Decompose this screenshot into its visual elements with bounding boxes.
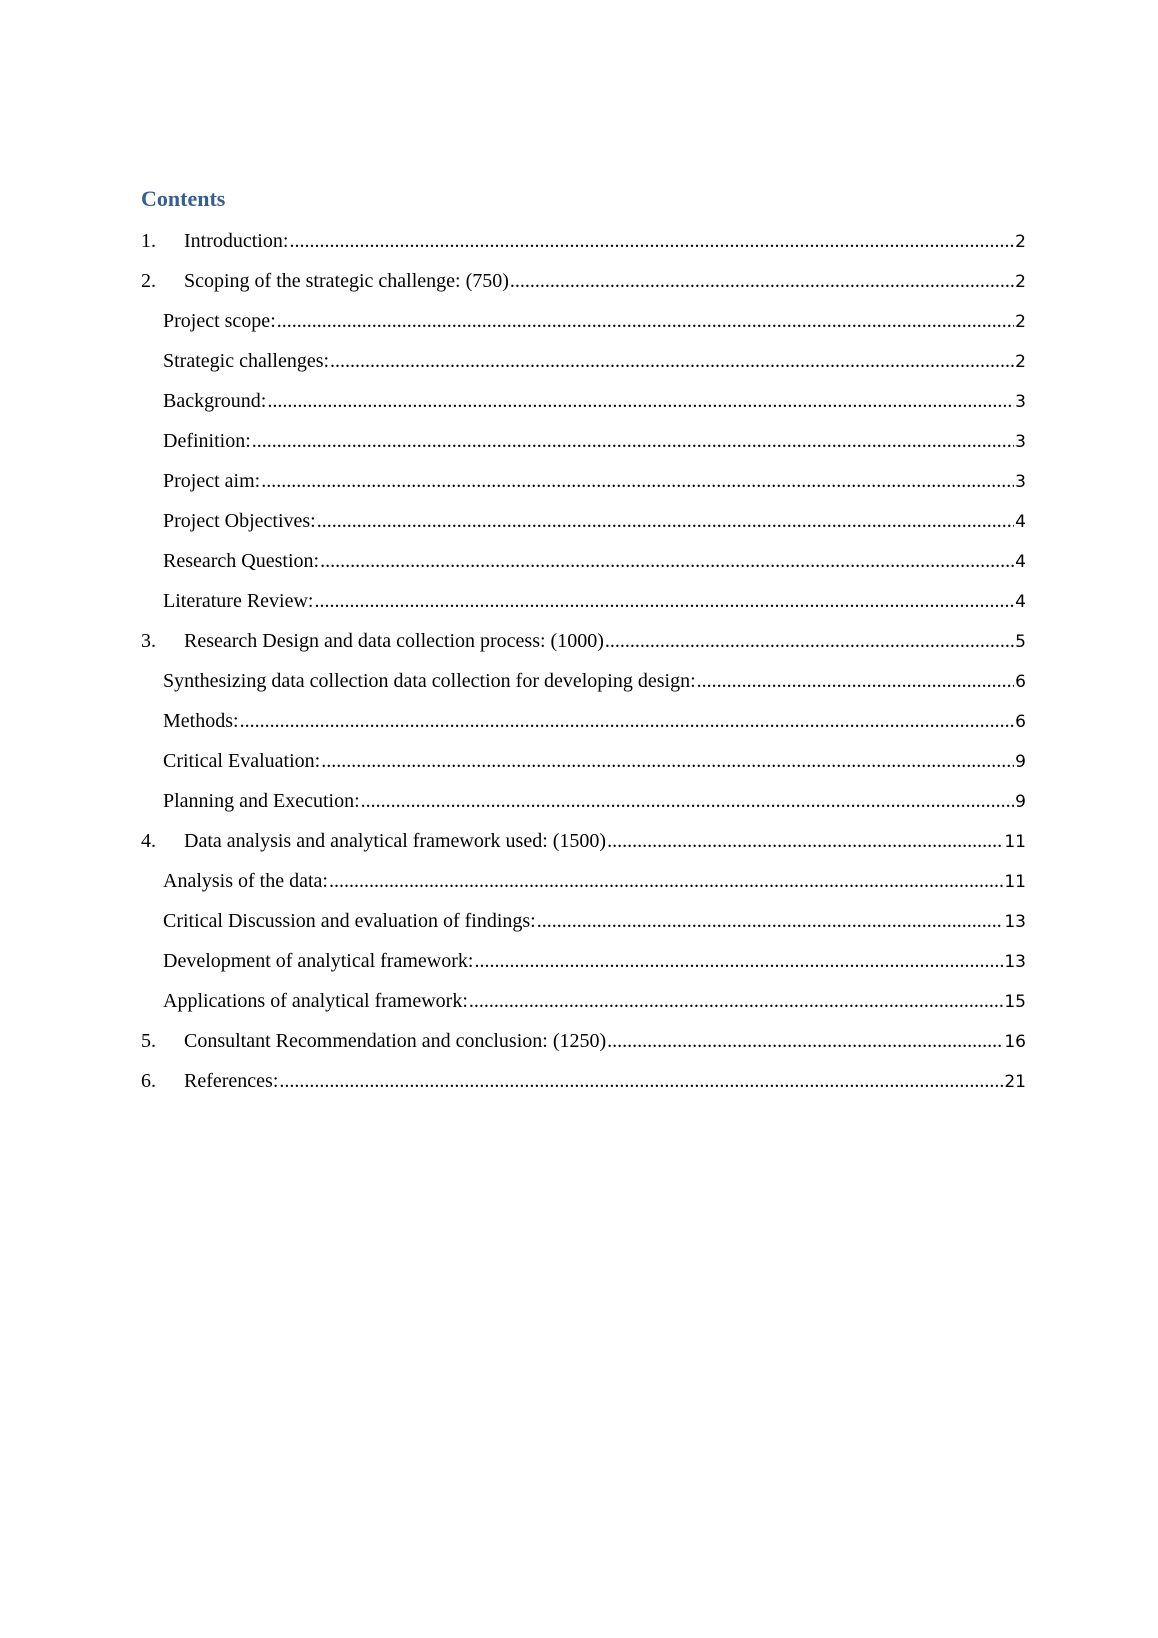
toc-entry-title: Research Design and data collection process: (1000): [184, 630, 604, 652]
toc-entry-page-number: 13: [1004, 952, 1026, 972]
toc-entry-title: Planning and Execution:: [163, 790, 360, 812]
toc-entry-number: 6.: [141, 1070, 156, 1092]
toc-entry-title: Development of analytical framework:: [163, 950, 474, 972]
toc-entry-title: Project Objectives:: [163, 510, 316, 532]
toc-entry-title: Synthesizing data collection data collection for developing design:: [163, 670, 696, 692]
toc-dot-leader: [267, 387, 1014, 415]
toc-dot-leader: [289, 227, 1014, 255]
toc-entry[interactable]: [141, 907, 1026, 947]
toc-entry-page-number: 9: [1015, 792, 1026, 812]
toc-entry[interactable]: [141, 307, 1026, 347]
toc-entry-page-number: 16: [1004, 1032, 1026, 1052]
toc-entry-number: 4.: [141, 830, 156, 852]
toc-dot-leader: [697, 667, 1015, 695]
toc-entry-page-number: 15: [1004, 992, 1026, 1012]
toc-entry[interactable]: [141, 1027, 1026, 1067]
toc-entry-page-number: 4: [1015, 592, 1026, 612]
toc-entry[interactable]: [141, 867, 1026, 907]
toc-entry-title: Research Question:: [163, 550, 320, 572]
toc-entry[interactable]: [141, 627, 1026, 667]
toc-dot-leader: [252, 427, 1014, 455]
toc-entry-title: Methods:: [163, 710, 239, 732]
toc-entry[interactable]: [141, 707, 1026, 747]
toc-entry[interactable]: [141, 667, 1026, 707]
toc-dot-leader: [361, 787, 1015, 815]
toc-dot-leader: [329, 867, 1003, 895]
toc-entry-page-number: 6: [1015, 712, 1026, 732]
toc-entry-title: Scoping of the strategic challenge: (750): [184, 270, 509, 292]
toc-entry-page-number: 3: [1015, 392, 1026, 412]
toc-entry[interactable]: [141, 587, 1026, 627]
toc-entry-title: Strategic challenges:: [163, 350, 330, 372]
toc-entry[interactable]: [141, 427, 1026, 467]
toc-entry-number: 3.: [141, 630, 156, 652]
toc-entry[interactable]: [141, 387, 1026, 427]
toc-dot-leader: [330, 347, 1014, 375]
toc-entry-title: Consultant Recommendation and conclusion: (1250): [184, 1030, 607, 1052]
toc-entry-title: Applications of analytical framework:: [163, 990, 468, 1012]
toc-entry-page-number: 2: [1015, 352, 1026, 372]
toc-entry[interactable]: [141, 267, 1026, 307]
toc-entry[interactable]: [141, 347, 1026, 387]
toc-entry[interactable]: [141, 947, 1026, 987]
toc-entry[interactable]: [141, 827, 1026, 867]
toc-dot-leader: [607, 827, 1003, 855]
toc-entry-number: 2.: [141, 270, 156, 292]
toc-entry[interactable]: [141, 467, 1026, 507]
toc-dot-leader: [510, 267, 1014, 295]
toc-entry-title: Project scope:: [163, 310, 276, 332]
toc-entry-page-number: 2: [1015, 272, 1026, 292]
toc-entry-page-number: 11: [1004, 832, 1026, 852]
toc-entry-title: References:: [184, 1070, 279, 1092]
toc-entry[interactable]: [141, 547, 1026, 587]
toc-entry-title: Critical Evaluation:: [163, 750, 321, 772]
toc-entry-number: 1.: [141, 230, 156, 252]
toc-entry-page-number: 21: [1004, 1072, 1026, 1092]
toc-entry-title: Analysis of the data:: [163, 870, 328, 892]
toc-entry-page-number: 6: [1015, 672, 1026, 692]
toc-entry-title: Critical Discussion and evaluation of findings:: [163, 910, 536, 932]
toc-dot-leader: [320, 547, 1014, 575]
toc-entry-title: Data analysis and analytical framework used: (1500): [184, 830, 607, 852]
toc-entry[interactable]: [141, 227, 1026, 267]
toc-entry-page-number: 3: [1015, 432, 1026, 452]
toc-entry[interactable]: [141, 987, 1026, 1027]
toc-dot-leader: [607, 1027, 1003, 1055]
toc-entry-page-number: 9: [1015, 752, 1026, 772]
toc-entry[interactable]: [141, 747, 1026, 787]
toc-entry[interactable]: [141, 507, 1026, 547]
toc-dot-leader: [474, 947, 1003, 975]
toc-dot-leader: [261, 467, 1014, 495]
toc-entry-page-number: 4: [1015, 512, 1026, 532]
toc-entry-page-number: 2: [1015, 312, 1026, 332]
toc-entry-number: 5.: [141, 1030, 156, 1052]
toc-entry-page-number: 2: [1015, 232, 1026, 252]
toc-dot-leader: [537, 907, 1004, 935]
table-of-contents: [141, 227, 1026, 1107]
toc-dot-leader: [240, 707, 1015, 735]
toc-entry[interactable]: [141, 1067, 1026, 1107]
toc-heading: Contents: [141, 186, 226, 211]
toc-dot-leader: [317, 507, 1014, 535]
toc-entry-title: Definition:: [163, 430, 251, 452]
toc-dot-leader: [469, 987, 1003, 1015]
toc-entry-title: Literature Review:: [163, 590, 314, 612]
toc-entry-title: Introduction:: [184, 230, 289, 252]
toc-entry-page-number: 4: [1015, 552, 1026, 572]
toc-entry-page-number: 11: [1004, 872, 1026, 892]
toc-dot-leader: [279, 1067, 1003, 1095]
toc-entry-page-number: 3: [1015, 472, 1026, 492]
toc-dot-leader: [277, 307, 1014, 335]
toc-dot-leader: [605, 627, 1014, 655]
toc-entry-page-number: 13: [1004, 912, 1026, 932]
toc-entry-page-number: 5: [1015, 632, 1026, 652]
toc-dot-leader: [315, 587, 1015, 615]
toc-dot-leader: [321, 747, 1014, 775]
toc-entry-title: Background:: [163, 390, 267, 412]
toc-entry-title: Project aim:: [163, 470, 261, 492]
toc-entry[interactable]: [141, 787, 1026, 827]
